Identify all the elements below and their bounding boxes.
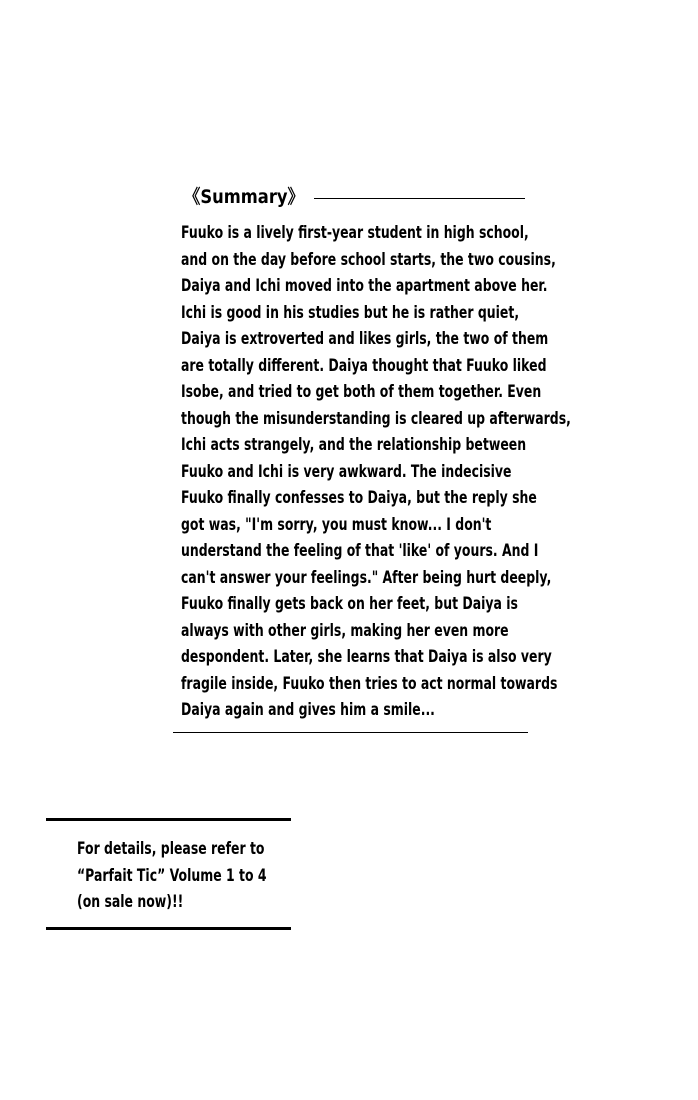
note-text [77,836,337,916]
summary-line: understand the feeling of that 'like' of yours. And I [181,541,539,560]
summary-line: Ichi acts strangely, and the relationship between [181,435,527,454]
summary-line: fragile inside, Fuuko then tries to act normal towards [181,673,558,693]
heading-divider [314,198,525,199]
summary-bottom-divider [173,732,528,733]
summary-line: Fuuko finally confesses to Daiya, but the reply she [181,488,537,507]
summary-line: Daiya is extroverted and likes girls, the two of them [181,329,549,348]
summary-line: despondent. Later, she learns that Daiya is also very [181,647,552,666]
summary-line: Daiya again and gives him a smile... [181,700,435,719]
summary-text [181,220,621,724]
summary-line: Fuuko is a lively first-year student in high school, [181,223,529,242]
note-line: For details, please refer to [77,839,265,858]
summary-line: can't answer your feelings." After being hurt deeply, [181,567,552,587]
note-top-divider [46,818,291,821]
summary-line: always with other girls, making her even more [181,620,509,640]
summary-line: Ichi is good in his studies but he is rather quiet, [181,302,520,322]
summary-line: Isobe, and tried to get both of them together. Even [181,382,542,401]
summary-line: are totally different. Daiya thought that Fuuko liked [181,355,547,375]
summary-line: Fuuko and Ichi is very awkward. The indecisive [181,461,512,481]
summary-line: got was, "I'm sorry, you must know... I don't [181,514,492,534]
note-line: “Parfait Tic” Volume 1 to 4 [77,865,267,885]
summary-heading: 《Summary》 [184,186,304,208]
note-line: (on sale now)!! [77,892,184,911]
summary-line: and on the day before school starts, the two cousins, [181,249,556,269]
summary-line: Daiya and Ichi moved into the apartment above her. [181,276,548,295]
summary-line: though the misunderstanding is cleared up afterwards, [181,408,571,428]
note-bottom-divider [46,927,291,930]
summary-line: Fuuko finally gets back on her feet, but Daiya is [181,594,518,613]
